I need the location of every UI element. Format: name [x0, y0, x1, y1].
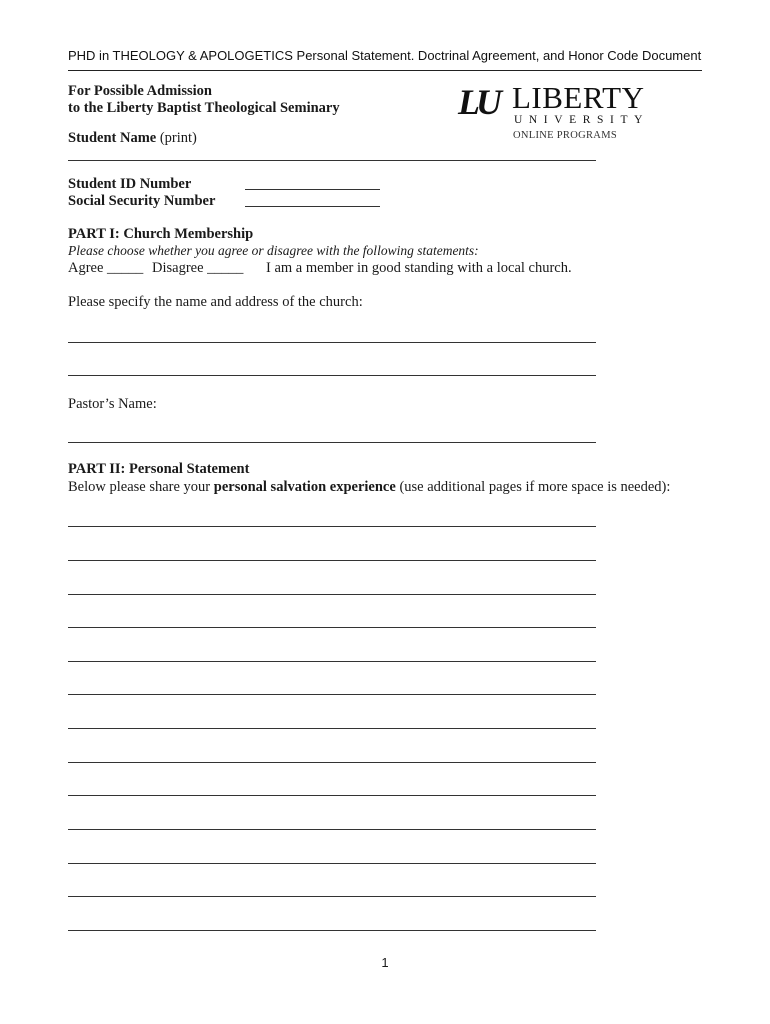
statement-line[interactable] — [68, 694, 596, 695]
part1-instructions: Please choose whether you agree or disagree with the following statements: — [68, 243, 479, 258]
pastor-name-field[interactable] — [68, 442, 596, 443]
statement-line[interactable] — [68, 627, 596, 628]
statement-line[interactable] — [68, 896, 596, 897]
church-membership-statement: I am a member in good standing with a local church. — [266, 260, 572, 276]
church-address-line-1[interactable] — [68, 342, 596, 343]
document-header-title: PHD in THEOLOGY & APOLOGETICS Personal Statement. Doctrinal Agreement, and Honor Code Document — [68, 48, 702, 63]
part2-heading: PART II: Personal Statement — [68, 461, 250, 477]
disagree-option[interactable]: Disagree _____ — [152, 260, 244, 276]
statement-line[interactable] — [68, 560, 596, 561]
part2-prompt-end: (use additional pages if more space is needed): — [399, 479, 671, 495]
pastor-name-label: Pastor’s Name: — [68, 396, 157, 412]
ssn-field[interactable] — [245, 206, 380, 207]
logo-wordmark: LIBERTY — [512, 80, 645, 115]
statement-line[interactable] — [68, 594, 596, 595]
part2-prompt-emphasis: personal salvation experience — [213, 479, 396, 495]
logo-university-text: UNIVERSITY — [514, 114, 649, 126]
part2-prompt-start: Below please share your — [68, 479, 211, 495]
part2-prompt — [68, 479, 670, 496]
header-divider — [68, 70, 702, 71]
statement-line[interactable] — [68, 795, 596, 796]
statement-line[interactable] — [68, 829, 596, 830]
page-number: 1 — [381, 955, 389, 970]
student-name-label-text: Student Name — [68, 130, 157, 146]
statement-line[interactable] — [68, 930, 596, 931]
church-address-prompt: Please specify the name and address of the church: — [68, 294, 363, 310]
part1-heading: PART I: Church Membership — [68, 226, 254, 242]
admission-line-1: For Possible Admission — [68, 83, 212, 99]
statement-line[interactable] — [68, 728, 596, 729]
statement-line[interactable] — [68, 526, 596, 527]
student-name-label — [68, 130, 197, 147]
logo-online-programs-text: ONLINE PROGRAMS — [513, 130, 617, 141]
agree-option[interactable]: Agree _____ — [68, 260, 144, 276]
student-name-field[interactable] — [68, 160, 596, 161]
student-id-label: Student ID Number — [68, 176, 192, 192]
student-name-hint: (print) — [159, 130, 197, 146]
student-id-field[interactable] — [245, 189, 380, 190]
lu-monogram-logo: LU — [458, 82, 498, 122]
liberty-university-logo — [458, 82, 658, 152]
statement-line[interactable] — [68, 661, 596, 662]
church-address-line-2[interactable] — [68, 375, 596, 376]
statement-line[interactable] — [68, 863, 596, 864]
statement-line[interactable] — [68, 762, 596, 763]
admission-line-2: to the Liberty Baptist Theological Seminary — [68, 100, 340, 116]
ssn-label: Social Security Number — [68, 193, 216, 209]
